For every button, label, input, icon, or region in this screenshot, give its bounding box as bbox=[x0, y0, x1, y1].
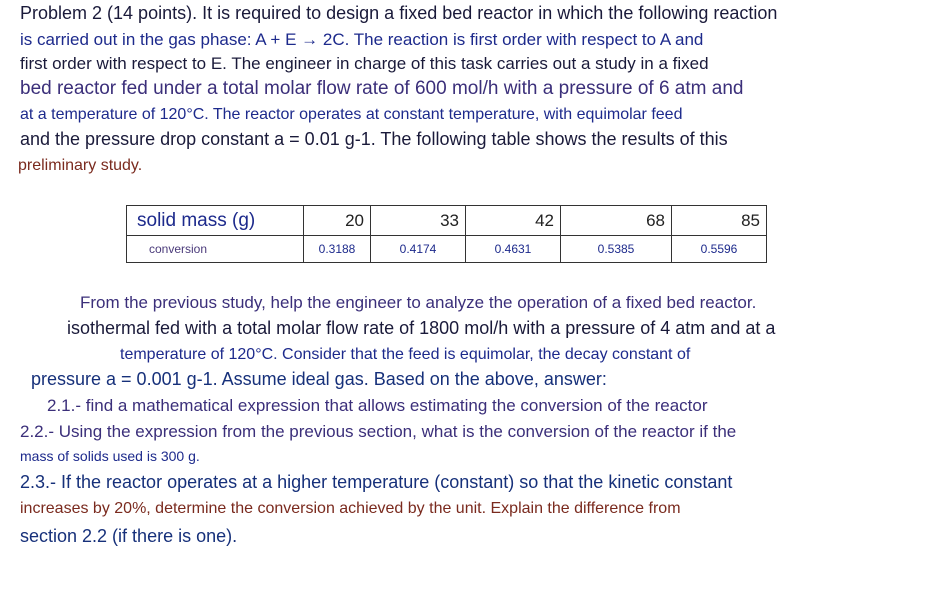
conversion-cell: 0.5385 bbox=[561, 236, 672, 263]
mass-cell: 85 bbox=[672, 206, 767, 236]
mass-label: solid mass (g) bbox=[127, 206, 304, 236]
table-row-conversion bbox=[127, 236, 767, 263]
mass-cell: 68 bbox=[561, 206, 672, 236]
analysis-line-4: pressure a = 0.001 g-1. Assume ideal gas. Based on the above, answer: bbox=[31, 369, 607, 389]
problem-line-2: is carried out in the gas phase: A + E → 2C. The reaction is first order with respect to A and bbox=[20, 30, 704, 49]
table-row-mass bbox=[127, 206, 767, 236]
analysis-line-1: From the previous study, help the engineer to analyze the operation of a fixed bed reactor. bbox=[80, 293, 757, 312]
question-2-3: 2.3.- If the reactor operates at a higher temperature (constant) so that the kinetic constant bbox=[20, 472, 733, 492]
problem-line-5: at a temperature of 120°C. The reactor operates at constant temperature, with equimolar feed bbox=[20, 106, 683, 123]
problem-line-4: bed reactor fed under a total molar flow rate of 600 mol/h with a pressure of 6 atm and bbox=[20, 78, 744, 99]
conversion-cell: 0.4174 bbox=[371, 236, 466, 263]
question-2-2-cont: mass of solids used is 300 g. bbox=[20, 448, 200, 464]
conversion-cell: 0.4631 bbox=[466, 236, 561, 263]
mass-cell: 33 bbox=[371, 206, 466, 236]
results-table bbox=[126, 205, 767, 263]
question-2-2: 2.2.- Using the expression from the previous section, what is the conversion of the reactor if the bbox=[20, 422, 737, 441]
analysis-line-2: isothermal fed with a total molar flow rate of 1800 mol/h with a pressure of 4 atm and at a bbox=[67, 318, 776, 338]
problem-line-7: preliminary study. bbox=[18, 157, 143, 174]
conversion-label: conversion bbox=[127, 236, 304, 263]
conversion-cell: 0.5596 bbox=[672, 236, 767, 263]
mass-cell: 42 bbox=[466, 206, 561, 236]
problem-line-3: first order with respect to E. The engineer in charge of this task carries out a study in a fixed bbox=[20, 54, 709, 73]
question-2-3-end: section 2.2 (if there is one). bbox=[20, 526, 238, 546]
problem-line-6: and the pressure drop constant a = 0.01 g-1. The following table shows the results of this bbox=[20, 129, 728, 149]
mass-cell: 20 bbox=[304, 206, 371, 236]
question-2-3-cont: increases by 20%, determine the conversion achieved by the unit. Explain the difference from bbox=[20, 500, 681, 517]
problem-line-1: Problem 2 (14 points). It is required to design a fixed bed reactor in which the following reaction bbox=[20, 3, 778, 23]
analysis-line-3: temperature of 120°C. Consider that the feed is equimolar, the decay constant of bbox=[120, 346, 691, 363]
conversion-cell: 0.3188 bbox=[304, 236, 371, 263]
question-2-1: 2.1.- find a mathematical expression that allows estimating the conversion of the reactor bbox=[47, 396, 708, 415]
